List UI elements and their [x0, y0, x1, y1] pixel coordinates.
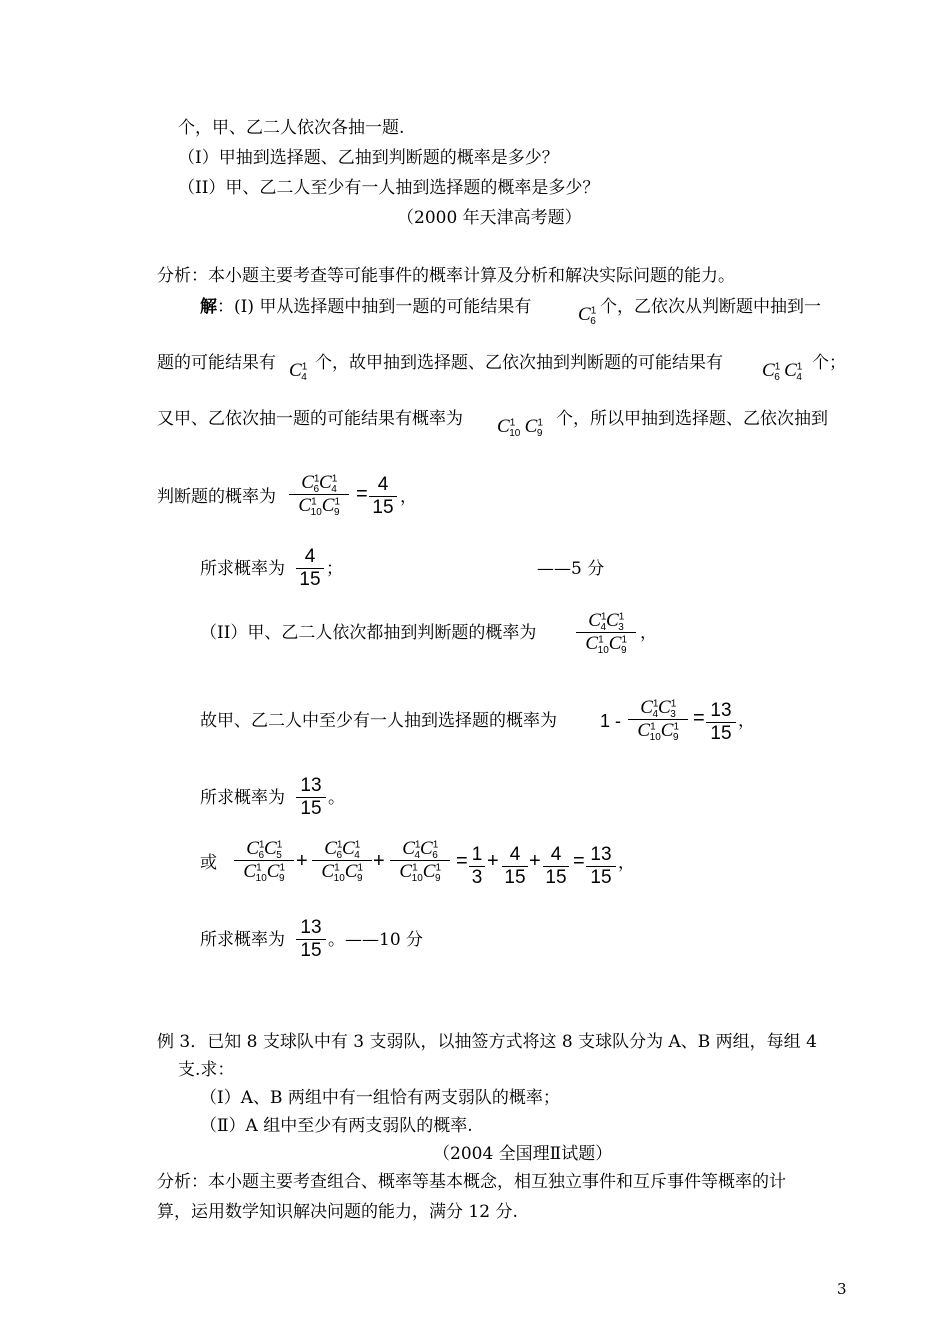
text: 故甲、乙二人中至少有一人抽到选择题的概率为 — [200, 711, 557, 731]
plus-sign: + — [487, 850, 499, 872]
source-note: （2004 全国理Ⅱ试题） — [433, 1144, 613, 1164]
fraction-C41C61-over-C101C91: $C^1_4C^1_6$ $C^1_{10}C^1_9$ — [390, 838, 450, 883]
fraction-1-3: 1 3 — [469, 844, 485, 889]
fraction-4-15: 4 15 — [296, 546, 324, 591]
text-line: 个，甲、乙二人依次各抽一题. — [178, 118, 405, 138]
text: ， — [618, 853, 635, 873]
text: 又甲、乙依次抽一题的可能结果有概率为 — [157, 409, 463, 429]
plus-sign: + — [296, 850, 308, 872]
fraction-C61C41-over-C101C91: $C^1_6C^1_4$ $C^1_{10}C^1_9$ — [289, 472, 349, 517]
formula-C41: $C^1_4$ — [289, 360, 308, 384]
analysis-line: 分析：本小题主要考查组合、概率等基本概念，相互独立事件和互斥事件等概率的计 — [157, 1172, 786, 1192]
question-1: （I）甲抽到选择题、乙抽到判断题的概率是多少？ — [178, 148, 559, 168]
text: 或 — [200, 853, 217, 873]
plus-sign: + — [529, 850, 541, 872]
solution-label: 解 — [200, 297, 217, 317]
source-note: （2000 年天津高考题） — [397, 208, 582, 228]
text: ， — [400, 487, 417, 507]
fraction-C41C31-over-C101C91: $C^1_4C^1_3$ $C^1_{10}C^1_9$ — [576, 610, 636, 655]
fraction-4-15: 4 15 — [543, 844, 569, 889]
equals-sign: = — [693, 707, 705, 729]
text: 个，乙依次从判断题中抽到一 — [600, 297, 821, 317]
fraction-13-15: 13 15 — [296, 775, 326, 820]
text: 题的可能结果有 — [157, 353, 276, 373]
equals-sign: = — [356, 483, 368, 505]
text: ； — [326, 559, 343, 579]
question-1: （Ⅰ）A、B 两组中有一组恰有两支弱队的概率； — [200, 1088, 560, 1108]
score-note: ——5 分 — [537, 559, 605, 579]
question-2: （Ⅱ）A 组中至少有两支弱队的概率. — [200, 1116, 473, 1136]
text: 判断题的概率为 — [157, 487, 276, 507]
text-line: 支.求： — [178, 1060, 235, 1080]
equals-sign: = — [456, 850, 468, 872]
formula-C101C91: $C^1_{10}$ $C^1_9$ — [497, 416, 543, 440]
text: 。 — [328, 788, 345, 808]
text: ， — [738, 711, 755, 731]
text: ：(I) 甲从选择题中抽到一题的可能结果有 — [217, 297, 532, 317]
fraction-13-15: 13 15 — [586, 844, 616, 889]
text: 个，故甲抽到选择题、乙依次抽到判断题的可能结果有 — [315, 353, 723, 373]
analysis-line: 算，运用数学知识解决问题的能力，满分 12 分. — [157, 1202, 518, 1222]
text: 所求概率为 — [200, 788, 285, 808]
one-minus: 1 - — [600, 711, 622, 731]
solution-line-1 — [200, 296, 531, 318]
formula-C61: $C^1_6$ — [578, 304, 597, 328]
fraction-13-15: 13 15 — [706, 700, 736, 745]
text: （II）甲、乙二人依次都抽到判断题的概率为 — [200, 623, 537, 643]
text: 个，所以甲抽到选择题、乙依次抽到 — [556, 409, 828, 429]
equals-sign: = — [573, 850, 585, 872]
example-heading: 例 3．已知 8 支球队中有 3 支弱队，以抽签方式将这 8 支球队分为 A、B 两组，每组 4 — [157, 1032, 817, 1052]
formula-C61C41: $C^1_6$ $C^1_4$ — [762, 360, 803, 384]
fraction-4-15: 4 15 — [502, 844, 528, 889]
plus-sign: + — [373, 850, 385, 872]
text: 所求概率为 — [200, 930, 285, 950]
fraction-C61C41-over-C101C91: $C^1_6C^1_4$ $C^1_{10}C^1_9$ — [312, 838, 372, 883]
page-number: 3 — [837, 1280, 847, 1298]
question-2: （II）甲、乙二人至少有一人抽到选择题的概率是多少？ — [178, 178, 600, 198]
fraction-C41C31-over-C101C91: $C^1_4C^1_3$ $C^1_{10}C^1_9$ — [628, 697, 688, 742]
score-note: 。——10 分 — [328, 930, 424, 950]
fraction-13-15: 13 15 — [296, 917, 326, 962]
text: 个； — [812, 353, 846, 373]
text: ， — [640, 623, 657, 643]
text: 所求概率为 — [200, 559, 285, 579]
fraction-4-15: 4 15 — [369, 474, 397, 519]
analysis-line: 分析：本小题主要考查等可能事件的概率计算及分析和解决实际问题的能力。 — [157, 266, 735, 286]
fraction-C61C51-over-C101C91: $C^1_6C^1_5$ $C^1_{10}C^1_9$ — [234, 838, 294, 883]
